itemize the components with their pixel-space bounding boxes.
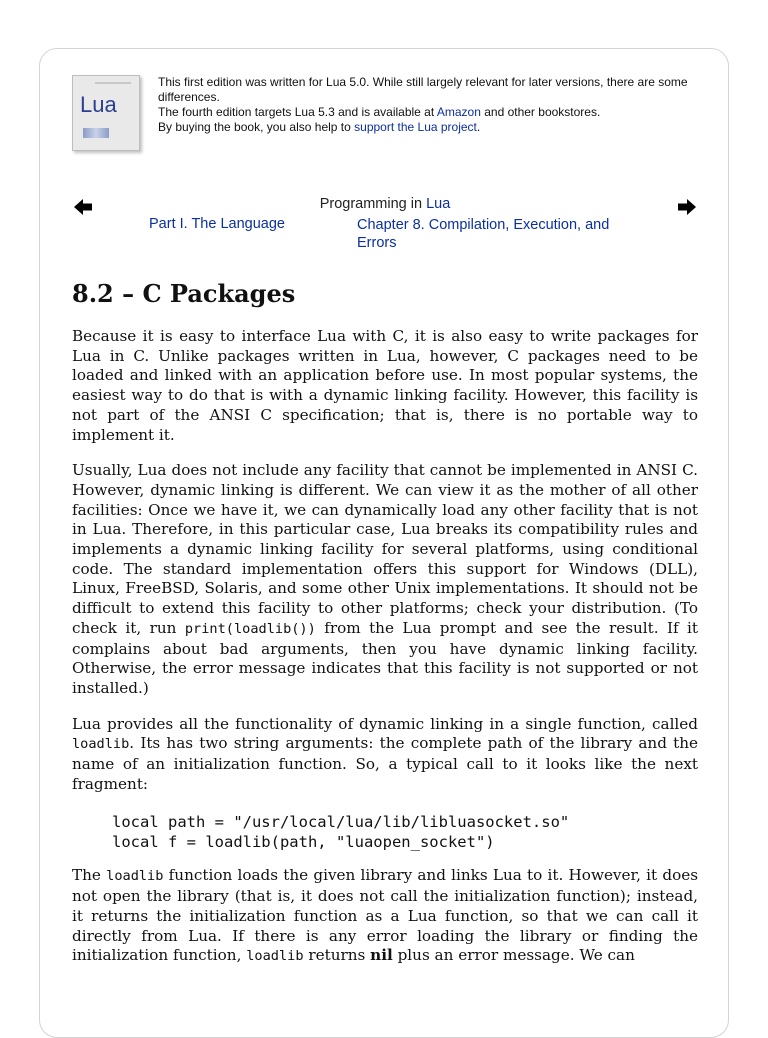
- paragraph-text: Lua provides all the functionality of dynamic linking in a single function, called: [72, 714, 698, 733]
- banner-text: [158, 75, 718, 135]
- banner-line-edition: This first edition was written for Lua 5.0. While still largely relevant for later versions, there are some differences.: [158, 75, 688, 104]
- part-link[interactable]: Part I. The Language: [149, 216, 285, 232]
- lua-home-link[interactable]: Lua: [426, 196, 451, 212]
- inline-code: loadlib: [246, 948, 304, 965]
- cover-line-decoration: [95, 82, 131, 84]
- amazon-link[interactable]: Amazon: [436, 105, 481, 119]
- paragraph-1: Because it is easy to interface Lua with C, it is also easy to write packages for Lua in C. Unlike packages written in Lua, however, C packages need to be loaded and linked with an application before use. In most popular systems, the easiest way to do that is with a dynamic linking facility. However, this facility is not part of the ANSI C specification; that is, there is no portable way to implement it.: [72, 327, 698, 444]
- banner-text-fragment: By buying the book, you also help to: [158, 120, 355, 134]
- paragraph-text: . Its has two string arguments: the complete path of the library and the name of an initialization function. So, a typical call to it looks like the next fragment:: [72, 734, 698, 793]
- code-line: local path = "/usr/local/lua/lib/libluasocket.so": [112, 813, 570, 832]
- paragraph-text: Usually, Lua does not include any facility that cannot be implemented in ANSI C. However, dynamic linking is different. We can view it as the mother of all other facilities: Once we have it, we can dynamically load any other facility that is not in Lua. Therefore, in this particular case, Lua breaks its compatibility rules and implements a dynamic linking facility for several platforms, using conditional code. The standard implementation offers this support for Windows (DLL), Linux, FreeBSD, Solaris, and some other Unix implementations. It should not be difficult to extend this facility to other platforms; check your distribution. (To check it, run: [72, 461, 698, 637]
- book-title-text: Programming in: [319, 196, 427, 212]
- paragraph-text: The: [72, 866, 107, 885]
- cover-logo-icon: [83, 128, 109, 138]
- nil-keyword: nil: [370, 946, 393, 965]
- inline-code: loadlib: [72, 736, 130, 753]
- inline-code: loadlib: [106, 868, 164, 885]
- banner-text-fragment: .: [476, 120, 481, 134]
- paragraph-text: function loads the given library and links Lua to it. However, it does not open the library (that is, it does not call the initialization function); instead, it returns the initialization function as a Lua function, so that we can call it directly from Lua. If there is any error loading the library or finding the initialization function,: [72, 866, 698, 965]
- next-page-arrow-icon[interactable]: [677, 197, 697, 217]
- chapter-navigation: [40, 192, 730, 262]
- book-cover-image[interactable]: [72, 75, 140, 151]
- code-block: [112, 812, 698, 852]
- paragraph-text: from the Lua prompt and see the result. If it complains about bad arguments, then you have dynamic linking facility. Otherwise, the error message indicates that this facility is not supported or not installed.): [72, 618, 698, 697]
- code-line: local f = loadlib(path, "luaopen_socket"): [112, 833, 495, 852]
- banner-text-fragment: The fourth edition targets Lua 5.3 and is available at: [158, 105, 437, 119]
- paragraph-text: plus an error message. We can: [392, 946, 635, 965]
- section-content: [72, 279, 698, 967]
- section-title: 8.2 – C Packages: [72, 279, 296, 308]
- paragraph-text: returns: [303, 946, 371, 965]
- support-lua-link[interactable]: support the Lua project: [354, 120, 477, 134]
- page-card: [39, 48, 729, 1038]
- banner-text-fragment: and other bookstores.: [480, 105, 601, 119]
- paragraph-4: [72, 866, 698, 967]
- cover-title: Lua: [80, 92, 117, 117]
- paragraph-3: [72, 715, 698, 795]
- banner-line-fourth-edition: [158, 105, 718, 120]
- banner-line-support: [158, 120, 718, 135]
- paragraph-2: [72, 461, 698, 698]
- book-title: [40, 196, 730, 212]
- inline-code: print(loadlib()): [184, 620, 316, 637]
- chapter-link[interactable]: Chapter 8. Compilation, Execution, and Errors: [357, 217, 610, 251]
